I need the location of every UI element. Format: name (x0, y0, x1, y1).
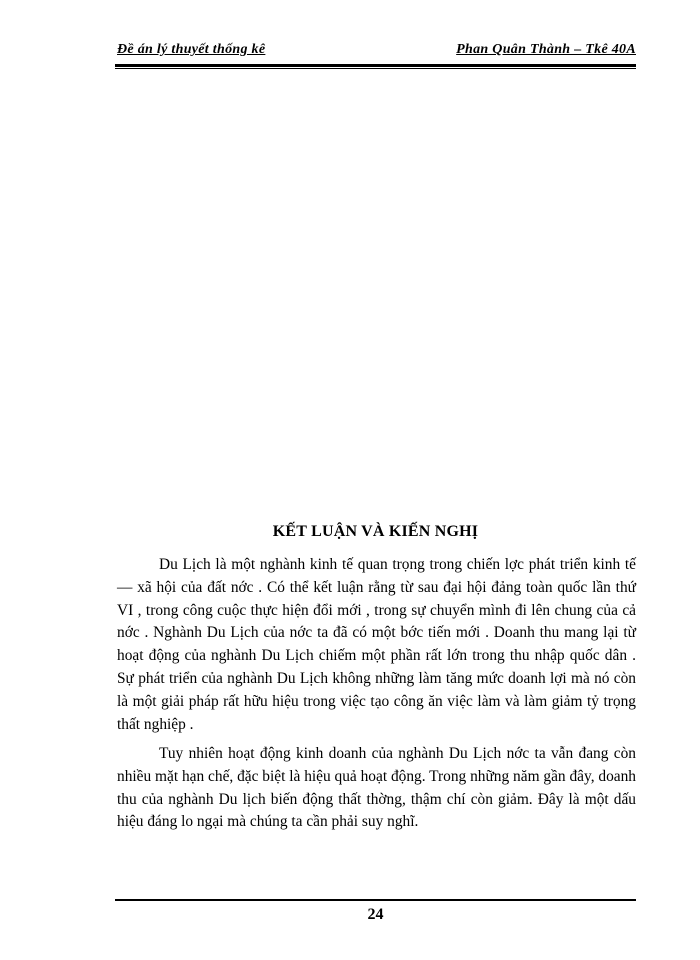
header-rule (115, 64, 636, 67)
header-author: Phan Quân Thành – Tkê 40A (456, 42, 636, 57)
section-title: KẾT LUẬN VÀ KIẾN NGHỊ (272, 523, 479, 540)
page-header (115, 38, 636, 62)
paragraph-2: Tuy nhiên hoạt động kinh doanh của nghành Du Lịch nớc ta vẫn đang còn nhiều mặt hạn chế, đặc biệt là hiệu quả hoạt động. Trong những năm gần đây, doanh thu của nghành Du lịch biến động thất thờng, thậm chí còn giảm. Đây là một dấu hiệu đáng lo ngại mà chúng ta cần phải suy nghĩ. (117, 745, 636, 831)
footer-rule (115, 899, 636, 901)
paragraph-1: Du Lịch là một nghành kinh tế quan trọng trong chiến lợc phát triển kinh tế — xã hội của đất nớc . Có thể kết luận rằng từ sau đại hội đảng toàn quốc lần thứ VI , trong công cuộc thực hiện đổi mới , trong sự chuyển mình đi lên chung của cả nớc . Nghành Du Lịch của nớc ta đã có một bớc tiến mới . Doanh thu mang lại từ hoạt động của nghành Du Lịch chiếm một phần rất lớn trong thu nhập quốc dân . Sự phát triển của nghành Du Lịch không những làm tăng mức doanh lợi mà nó còn là một giải pháp rất hữu hiệu trong việc tạo công ăn việc làm và làm giảm tỷ trọng thất nghiệp . (117, 556, 636, 733)
page-number: 24 (367, 906, 384, 923)
header-rule-thin (115, 68, 636, 69)
header-document-title: Đề án lý thuyết thống kê (117, 42, 266, 57)
